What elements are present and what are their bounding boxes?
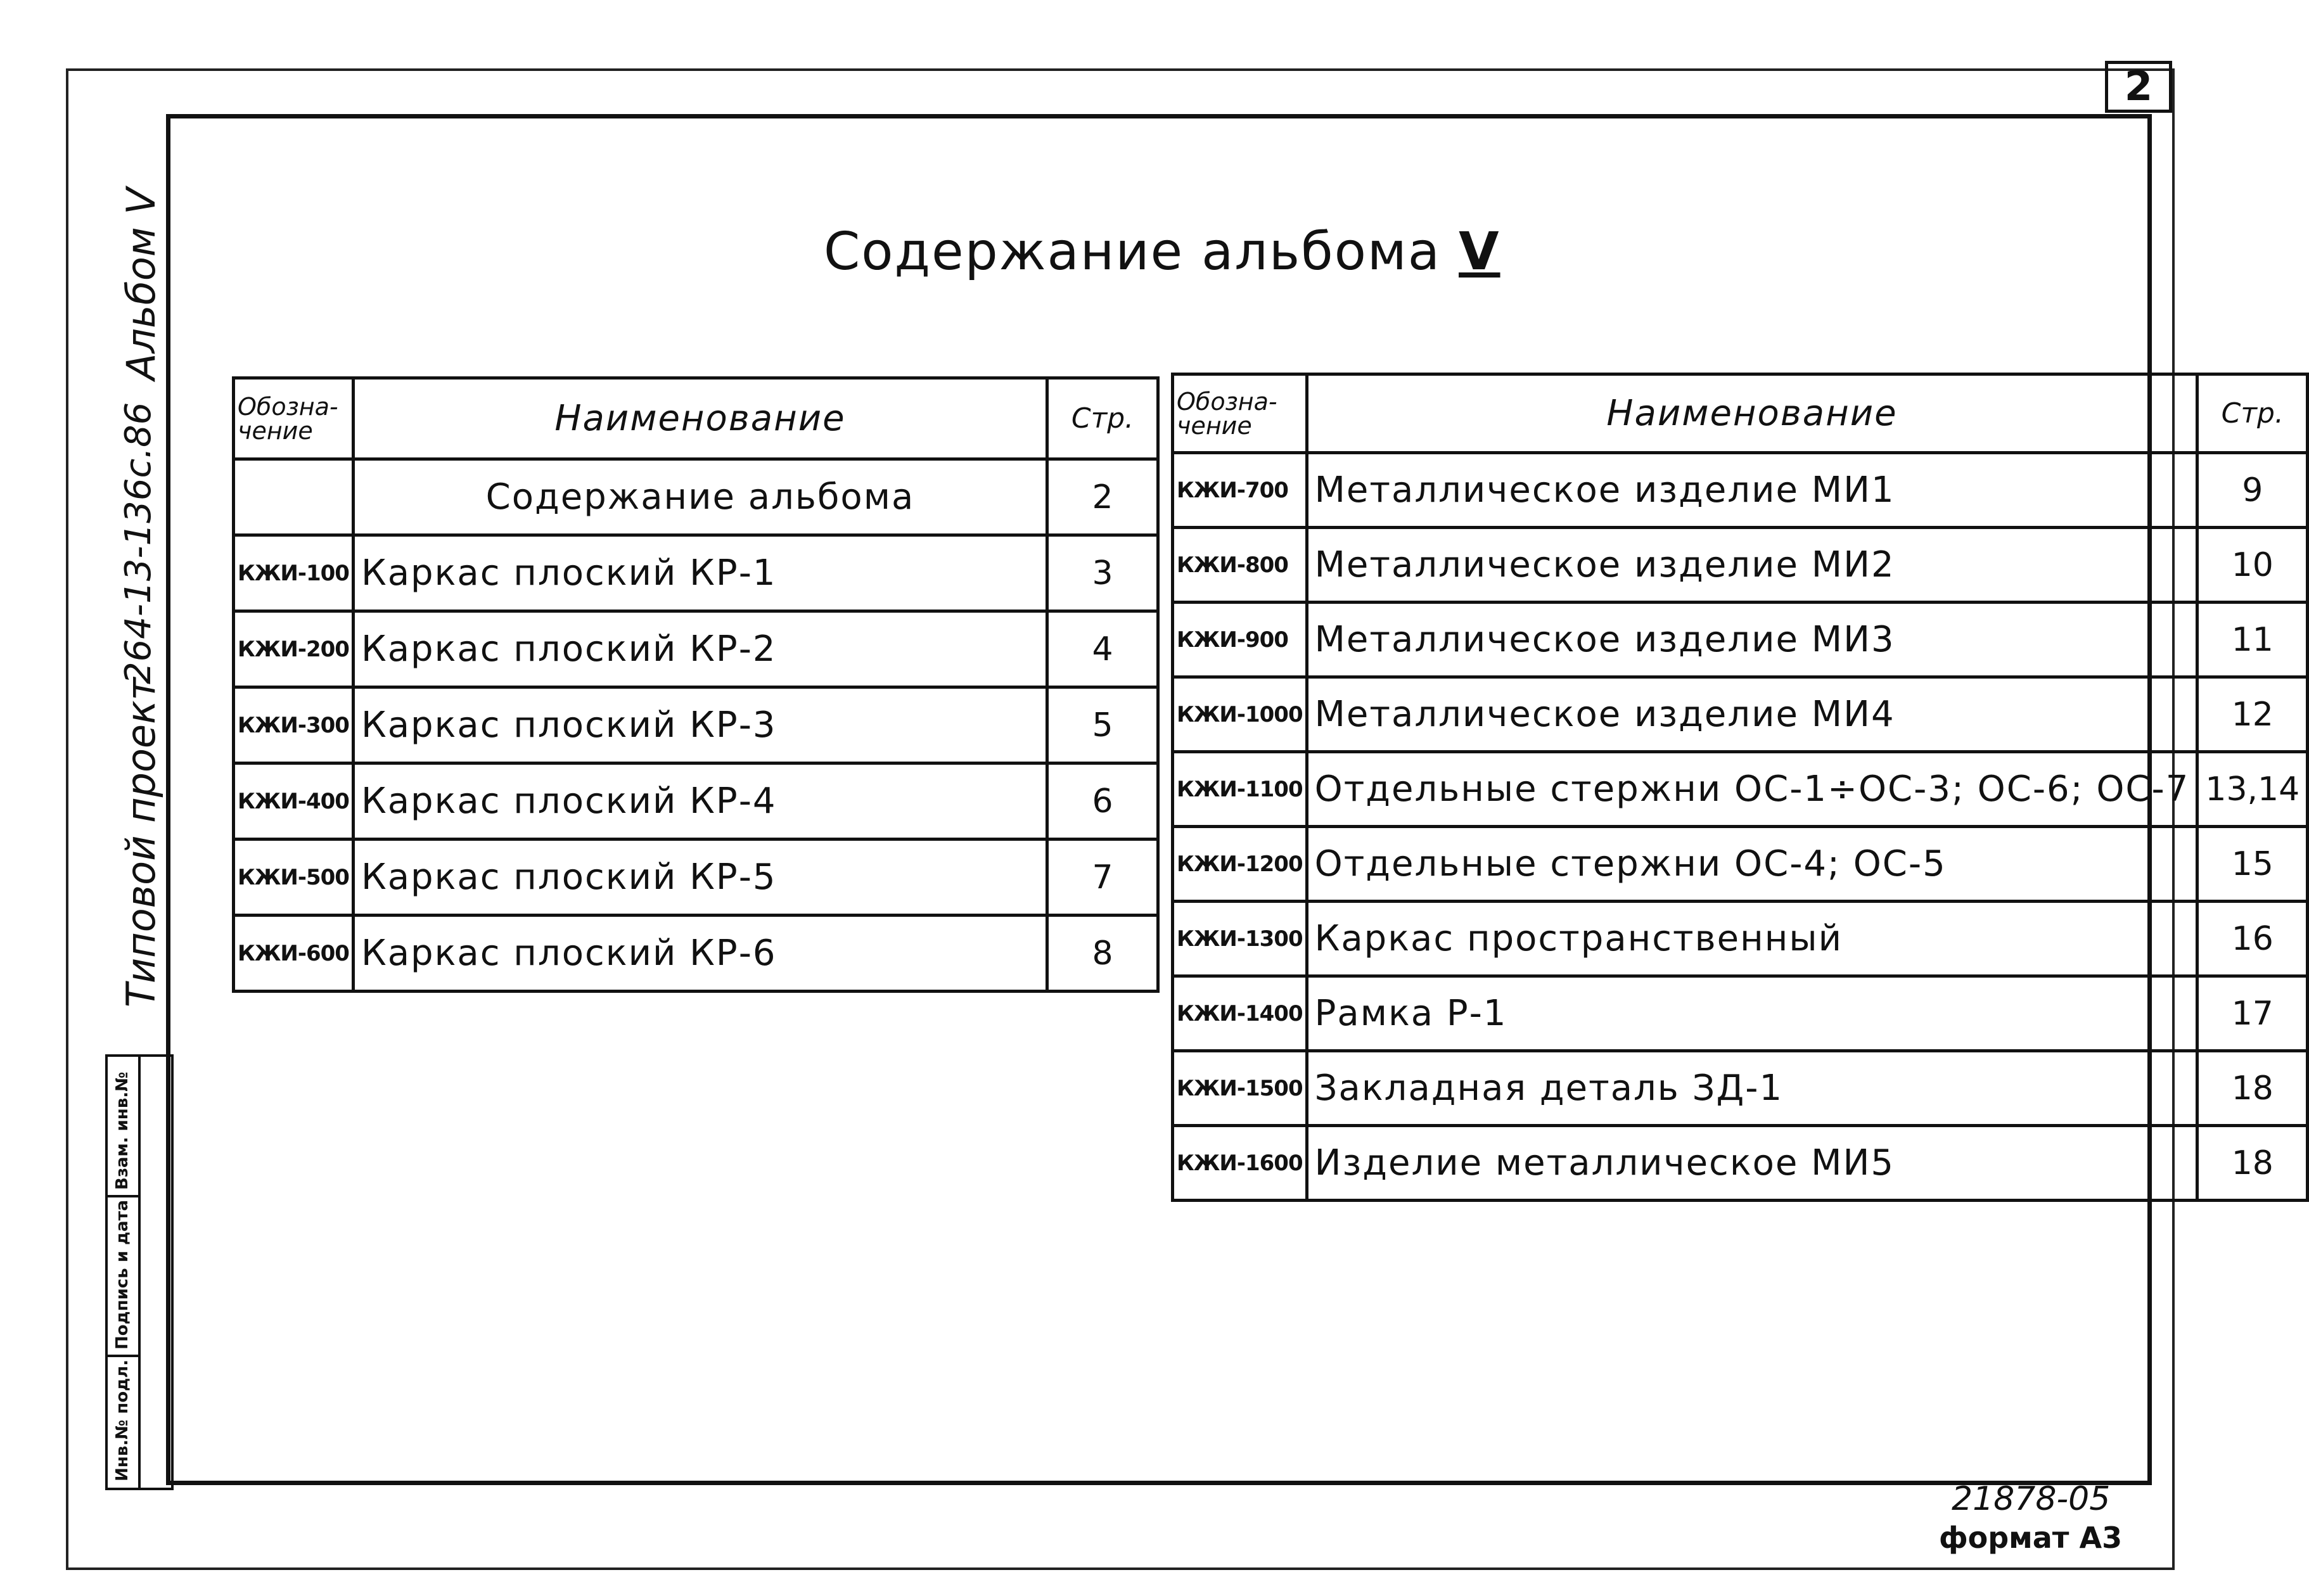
contents-table-right [1171, 373, 2309, 1202]
row-code: КЖИ-100 [234, 535, 354, 611]
row-code: КЖИ-700 [1173, 453, 1307, 528]
row-page: 12 [2197, 677, 2308, 752]
row-page: 9 [2197, 453, 2308, 528]
header-name: Наименование [353, 378, 1047, 459]
table-row [1173, 1126, 2308, 1201]
page-number: 2 [2105, 61, 2172, 113]
row-page: 3 [1047, 535, 1158, 611]
stamp-cell-label: Подпись и дата [113, 1199, 132, 1350]
format-label: формат А3 [1939, 1521, 2123, 1555]
row-name: Каркас плоский КР-3 [353, 687, 1047, 763]
table-row [234, 535, 1158, 611]
row-code: КЖИ-1400 [1173, 976, 1307, 1051]
row-name: Рамка Р-1 [1307, 976, 2197, 1051]
stamp-cell-replace [108, 1057, 138, 1197]
row-page: 8 [1047, 916, 1158, 992]
row-code: КЖИ-1500 [1173, 1051, 1307, 1126]
table-row [1173, 677, 2308, 752]
contents-table-left [232, 376, 1160, 993]
table-row [1173, 827, 2308, 902]
row-name: Изделие металлическое МИ5 [1307, 1126, 2197, 1201]
header-name: Наименование [1307, 374, 2197, 453]
header-page: Стр. [1047, 378, 1158, 459]
table-row [234, 763, 1158, 839]
row-code: КЖИ-800 [1173, 528, 1307, 603]
row-code: КЖИ-400 [234, 763, 354, 839]
row-page: 2 [1047, 459, 1158, 535]
row-name: Закладная деталь ЗД-1 [1307, 1051, 2197, 1126]
row-name: Металлическое изделие МИ1 [1307, 453, 2197, 528]
row-name: Каркас плоский КР-6 [353, 916, 1047, 992]
header-code: Обозна-чение [1173, 374, 1307, 453]
row-code: КЖИ-1100 [1173, 752, 1307, 827]
row-name: Отдельные стержни ОС-1÷ОС-3; ОС-6; ОС-7 [1307, 752, 2197, 827]
table-row [234, 459, 1158, 535]
header-code: Обозна-чение [234, 378, 354, 459]
row-code [234, 459, 354, 535]
album-label: Альбом V [118, 188, 164, 380]
document-number: 21878-05 [1952, 1480, 2111, 1518]
stamp-cell-signature [108, 1197, 138, 1357]
row-page: 7 [1047, 839, 1158, 916]
table-row [1173, 453, 2308, 528]
row-code: КЖИ-900 [1173, 603, 1307, 677]
table-row [1173, 603, 2308, 677]
row-name: Металлическое изделие МИ4 [1307, 677, 2197, 752]
row-code: КЖИ-500 [234, 839, 354, 916]
row-page: 11 [2197, 603, 2308, 677]
table-row [234, 611, 1158, 687]
header-page: Стр. [2197, 374, 2308, 453]
stamp-cell-label: Взам. инв.№ [113, 1071, 132, 1190]
row-code: КЖИ-1200 [1173, 827, 1307, 902]
table-header-row [234, 378, 1158, 459]
row-page: 10 [2197, 528, 2308, 603]
table-row [1173, 528, 2308, 603]
row-name: Каркас пространственный [1307, 902, 2197, 976]
row-code: КЖИ-1600 [1173, 1126, 1307, 1201]
row-page: 4 [1047, 611, 1158, 687]
table-row [1173, 902, 2308, 976]
row-code: КЖИ-1300 [1173, 902, 1307, 976]
row-page: 6 [1047, 763, 1158, 839]
row-page: 16 [2197, 902, 2308, 976]
row-page: 5 [1047, 687, 1158, 763]
stamp-cell-inventory [108, 1357, 138, 1485]
row-code: КЖИ-200 [234, 611, 354, 687]
table-row [1173, 976, 2308, 1051]
stamp-divider [138, 1057, 141, 1488]
row-page: 17 [2197, 976, 2308, 1051]
row-name: Каркас плоский КР-4 [353, 763, 1047, 839]
approval-stamp [105, 1054, 174, 1490]
row-page: 15 [2197, 827, 2308, 902]
project-code: 264-13-136с.86 [118, 402, 159, 684]
row-name: Каркас плоский КР-2 [353, 611, 1047, 687]
row-name: Каркас плоский КР-5 [353, 839, 1047, 916]
row-name: Каркас плоский КР-1 [353, 535, 1047, 611]
row-name: Содержание альбома [353, 459, 1047, 535]
table-row [1173, 1051, 2308, 1126]
row-page: 18 [2197, 1126, 2308, 1201]
table-row [234, 839, 1158, 916]
table-row [234, 687, 1158, 763]
row-name: Металлическое изделие МИ3 [1307, 603, 2197, 677]
table-header-row [1173, 374, 2308, 453]
project-label: Типовой проект [118, 677, 164, 1007]
title-text: Содержание альбома [824, 222, 1441, 282]
row-code: КЖИ-600 [234, 916, 354, 992]
row-code: КЖИ-1000 [1173, 677, 1307, 752]
row-name: Отдельные стержни ОС-4; ОС-5 [1307, 827, 2197, 902]
title-roman: V [1459, 222, 1500, 282]
table-row [1173, 752, 2308, 827]
row-page: 18 [2197, 1051, 2308, 1126]
row-page: 13,14 [2197, 752, 2308, 827]
row-code: КЖИ-300 [234, 687, 354, 763]
row-name: Металлическое изделие МИ2 [1307, 528, 2197, 603]
stamp-cell-label: Инв.№ подл. [113, 1359, 132, 1481]
table-row [234, 916, 1158, 992]
page-title [824, 222, 1500, 282]
